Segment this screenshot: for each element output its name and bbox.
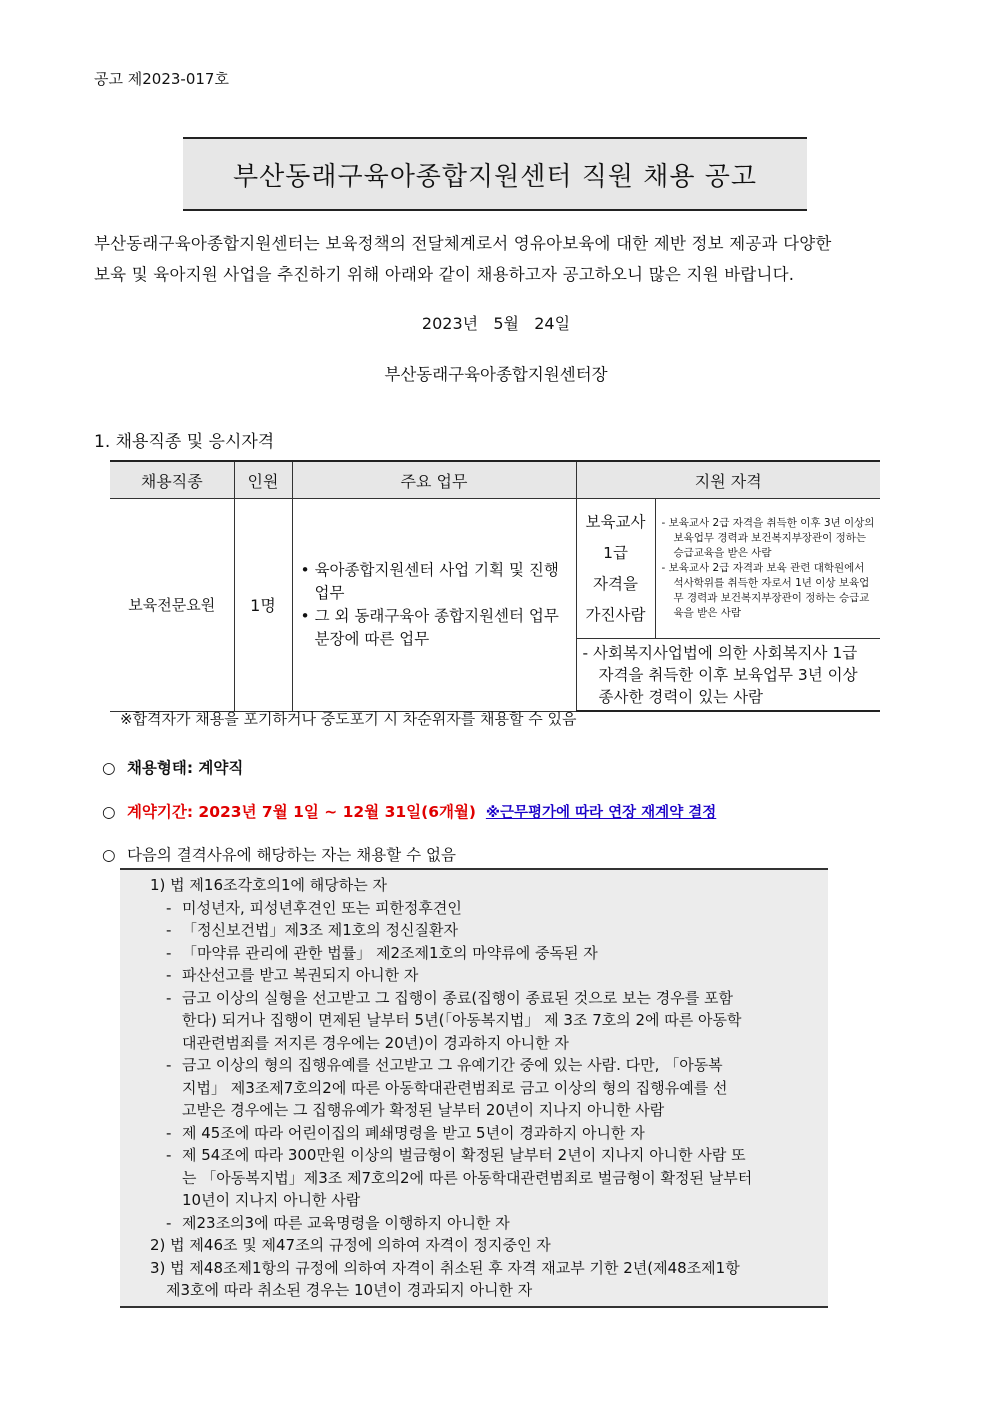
section-title: 1. 채용직종 및 응시자격 [94, 432, 275, 452]
disqualification-intro: 다음의 결격사유에 해당하는 자는 채용할 수 없음 [126, 846, 456, 864]
list-item-text: 미성년자, 피성년후견인 또는 피한정후견인 [182, 898, 462, 917]
list-item-text: 「정신보건법」제3조 제1호의 정신질환자 [182, 921, 458, 939]
disqualification-box [120, 868, 828, 1308]
list-item-continuation: 10년이 지나지 아니한 사람 [182, 1191, 361, 1209]
renewal-note: ※근무평가에 따라 연장 재계약 결정 [485, 805, 717, 821]
duties-cell [292, 499, 576, 712]
teacher-label-line: 보육교사 [585, 512, 646, 531]
job-title-cell: 보육전문요원 [110, 499, 234, 712]
list-item-continuation: 한다) 되거나 집행이 면제된 날부터 5년(「아동복지법」 제 3조 7호의 2에 따른 아동학 [182, 1011, 742, 1029]
list-item-continuation: 고받은 경우에는 그 집행유예가 확정된 날부터 20년이 지나지 아니한 사람 [182, 1101, 665, 1119]
signatory: 부산동래구육아종합지원센터장 [384, 365, 608, 384]
list-item: - 「마약류 관리에 관한 법률」 제2조제1호의 마약류에 중독된 자 [166, 943, 598, 962]
employment-type-line [102, 756, 243, 778]
duty-item: • 육아종합지원센터 사업 기획 및 진행업무 [300, 560, 559, 602]
teacher-label-line: 가진사람 [585, 605, 646, 624]
table-header-row [110, 461, 880, 499]
employment-type: 채용형태: 계약직 [126, 759, 244, 777]
page-title-text: 부산동래구육아종합지원센터 직원 채용 공고 [233, 161, 757, 192]
contract-period-line [102, 800, 716, 822]
teacher-requirements-cell [655, 499, 880, 639]
header-count: 인원 [234, 461, 292, 499]
list-item-text: 금고 이상의 실형을 선고받고 그 집행이 종료(집행이 종료된 것으로 보는 경우를 포함 [182, 988, 733, 1007]
list-item-text: 금고 이상의 형의 집행유예를 선고받고 그 유예기간 중에 있는 사람. 다만, 「아동복 [182, 1056, 723, 1074]
list-item-continuation: 는 「아동복지법」제3조 제7호의2에 따른 아동학대관련범죄로 벌금형이 확정된 날부터 [182, 1168, 753, 1187]
header-duties: 주요 업무 [292, 461, 576, 499]
headcount-cell: 1명 [234, 499, 292, 712]
social-worker-requirement: - 사회복지사업법에 의한 사회복지사 1급 자격을 취득한 이후 보육업무 3년 이상 종사한 경력이 있는 사람 [582, 644, 858, 706]
announcement-date: 2023년 5월 24일 [421, 314, 571, 333]
list-item: - 제 45조에 따라 어린이집의 폐쇄명령을 받고 5년이 경과하지 아니한 자 [166, 1123, 645, 1142]
list-item-continuation: 지법」 제3조제7호의2에 따른 아동학대관련범죄로 금고 이상의 형의 집행유예를 선 [182, 1078, 728, 1097]
teacher-requirement: - 보육교사 2급 자격을 취득한 이후 3년 이상의 보육업무 경력과 보건복지부장관이 정하는 승급교육을 받은 사람 [661, 517, 875, 559]
teacher-requirement: - 보육교사 2급 자격과 보육 관련 대학원에서 석사학위를 취득한 자로서 1년 이상 보육업무 경력과 보건복지부장관이 정하는 승급교육을 받은 사람 [661, 562, 870, 619]
disqualification-list [150, 874, 800, 1302]
list-item-continuation: 대관련범죄를 저지른 경우에는 20년)이 경과하지 아니한 자 [182, 1033, 569, 1052]
recruitment-table [110, 460, 880, 712]
social-worker-requirement-cell [576, 639, 880, 712]
list-item-text: 「마약류 관리에 관한 법률」 제2조제1호의 마약류에 중독된 자 [182, 943, 598, 962]
list-item: - 「정신보건법」제3조 제1호의 정신질환자 [166, 921, 458, 939]
circle-bullet-icon: ○ [102, 803, 116, 821]
list-item: - 금고 이상의 형의 집행유예를 선고받고 그 유예기간 중에 있는 사람. 다만, 「아동복 [166, 1056, 723, 1074]
disqualification-intro-line [102, 843, 456, 865]
intro-line: 보육 및 육아지원 사업을 추진하기 위해 아래와 같이 채용하고자 공고하오니 많은 지원 바랍니다. [94, 265, 795, 284]
disqualification-item: 1) 법 제16조각호의1에 해당하는 자 [150, 876, 387, 894]
contract-period: 계약기간: 2023년 7월 1일 ~ 12월 31일(6개월) [126, 803, 477, 821]
list-item-text: 제 45조에 따라 어린이집의 폐쇄명령을 받고 5년이 경과하지 아니한 자 [182, 1123, 645, 1142]
circle-bullet-icon: ○ [102, 759, 116, 777]
list-item: - 제 54조에 따라 300만원 이상의 벌금형이 확정된 날부터 2년이 지나지 아니한 사람 또 [166, 1146, 746, 1164]
teacher-label-line: 자격을 [593, 574, 638, 593]
intro-line: 부산동래구육아종합지원센터는 보육정책의 전달체계로서 영유아보육에 대한 제반 정보 제공과 다양한 [94, 234, 832, 253]
list-item-continuation: 제3호에 따라 취소된 경우는 10년이 경과되지 아니한 자 [166, 1281, 533, 1299]
header-job: 채용직종 [110, 461, 234, 499]
circle-bullet-icon: ○ [102, 846, 116, 864]
intro-paragraph [94, 228, 904, 290]
list-item: - 제23조의3에 따른 교육명령을 이행하지 아니한 자 [166, 1213, 510, 1232]
teacher-label-cell [576, 499, 655, 639]
list-item: - 파산선고를 받고 복권되지 아니한 자 [166, 966, 419, 984]
notice-number: 공고 제2023-017호 [94, 70, 229, 88]
table-row [110, 499, 880, 639]
disqualification-item: 2) 법 제46조 및 제47조의 규정에 의하여 자격이 정지중인 자 [150, 1236, 551, 1254]
list-item-text: 파산선고를 받고 복권되지 아니한 자 [182, 966, 419, 984]
duty-item: • 그 외 동래구육아 종합지원센터 업무 분장에 따른 업무 [300, 606, 559, 648]
header-qualification: 지원 자격 [576, 461, 880, 499]
page-title [183, 137, 807, 211]
list-item-text: 제23조의3에 따른 교육명령을 이행하지 아니한 자 [182, 1213, 510, 1232]
list-item: - 미성년자, 피성년후견인 또는 피한정후견인 [166, 898, 462, 917]
list-item-text: 제 54조에 따라 300만원 이상의 벌금형이 확정된 날부터 2년이 지나지 아니한 사람 또 [182, 1146, 746, 1164]
disqualification-item: 3) 법 제48조제1항의 규정에 의하여 자격이 취소된 후 자격 재교부 기한 2년(제48조제1항 [150, 1258, 740, 1277]
teacher-label-line: 1급 [603, 543, 628, 562]
table-note: ※합격자가 채용을 포기하거나 중도포기 시 차순위자를 채용할 수 있음 [120, 710, 577, 728]
list-item: - 금고 이상의 실형을 선고받고 그 집행이 종료(집행이 종료된 것으로 보는 경우를 포함 [166, 988, 733, 1007]
